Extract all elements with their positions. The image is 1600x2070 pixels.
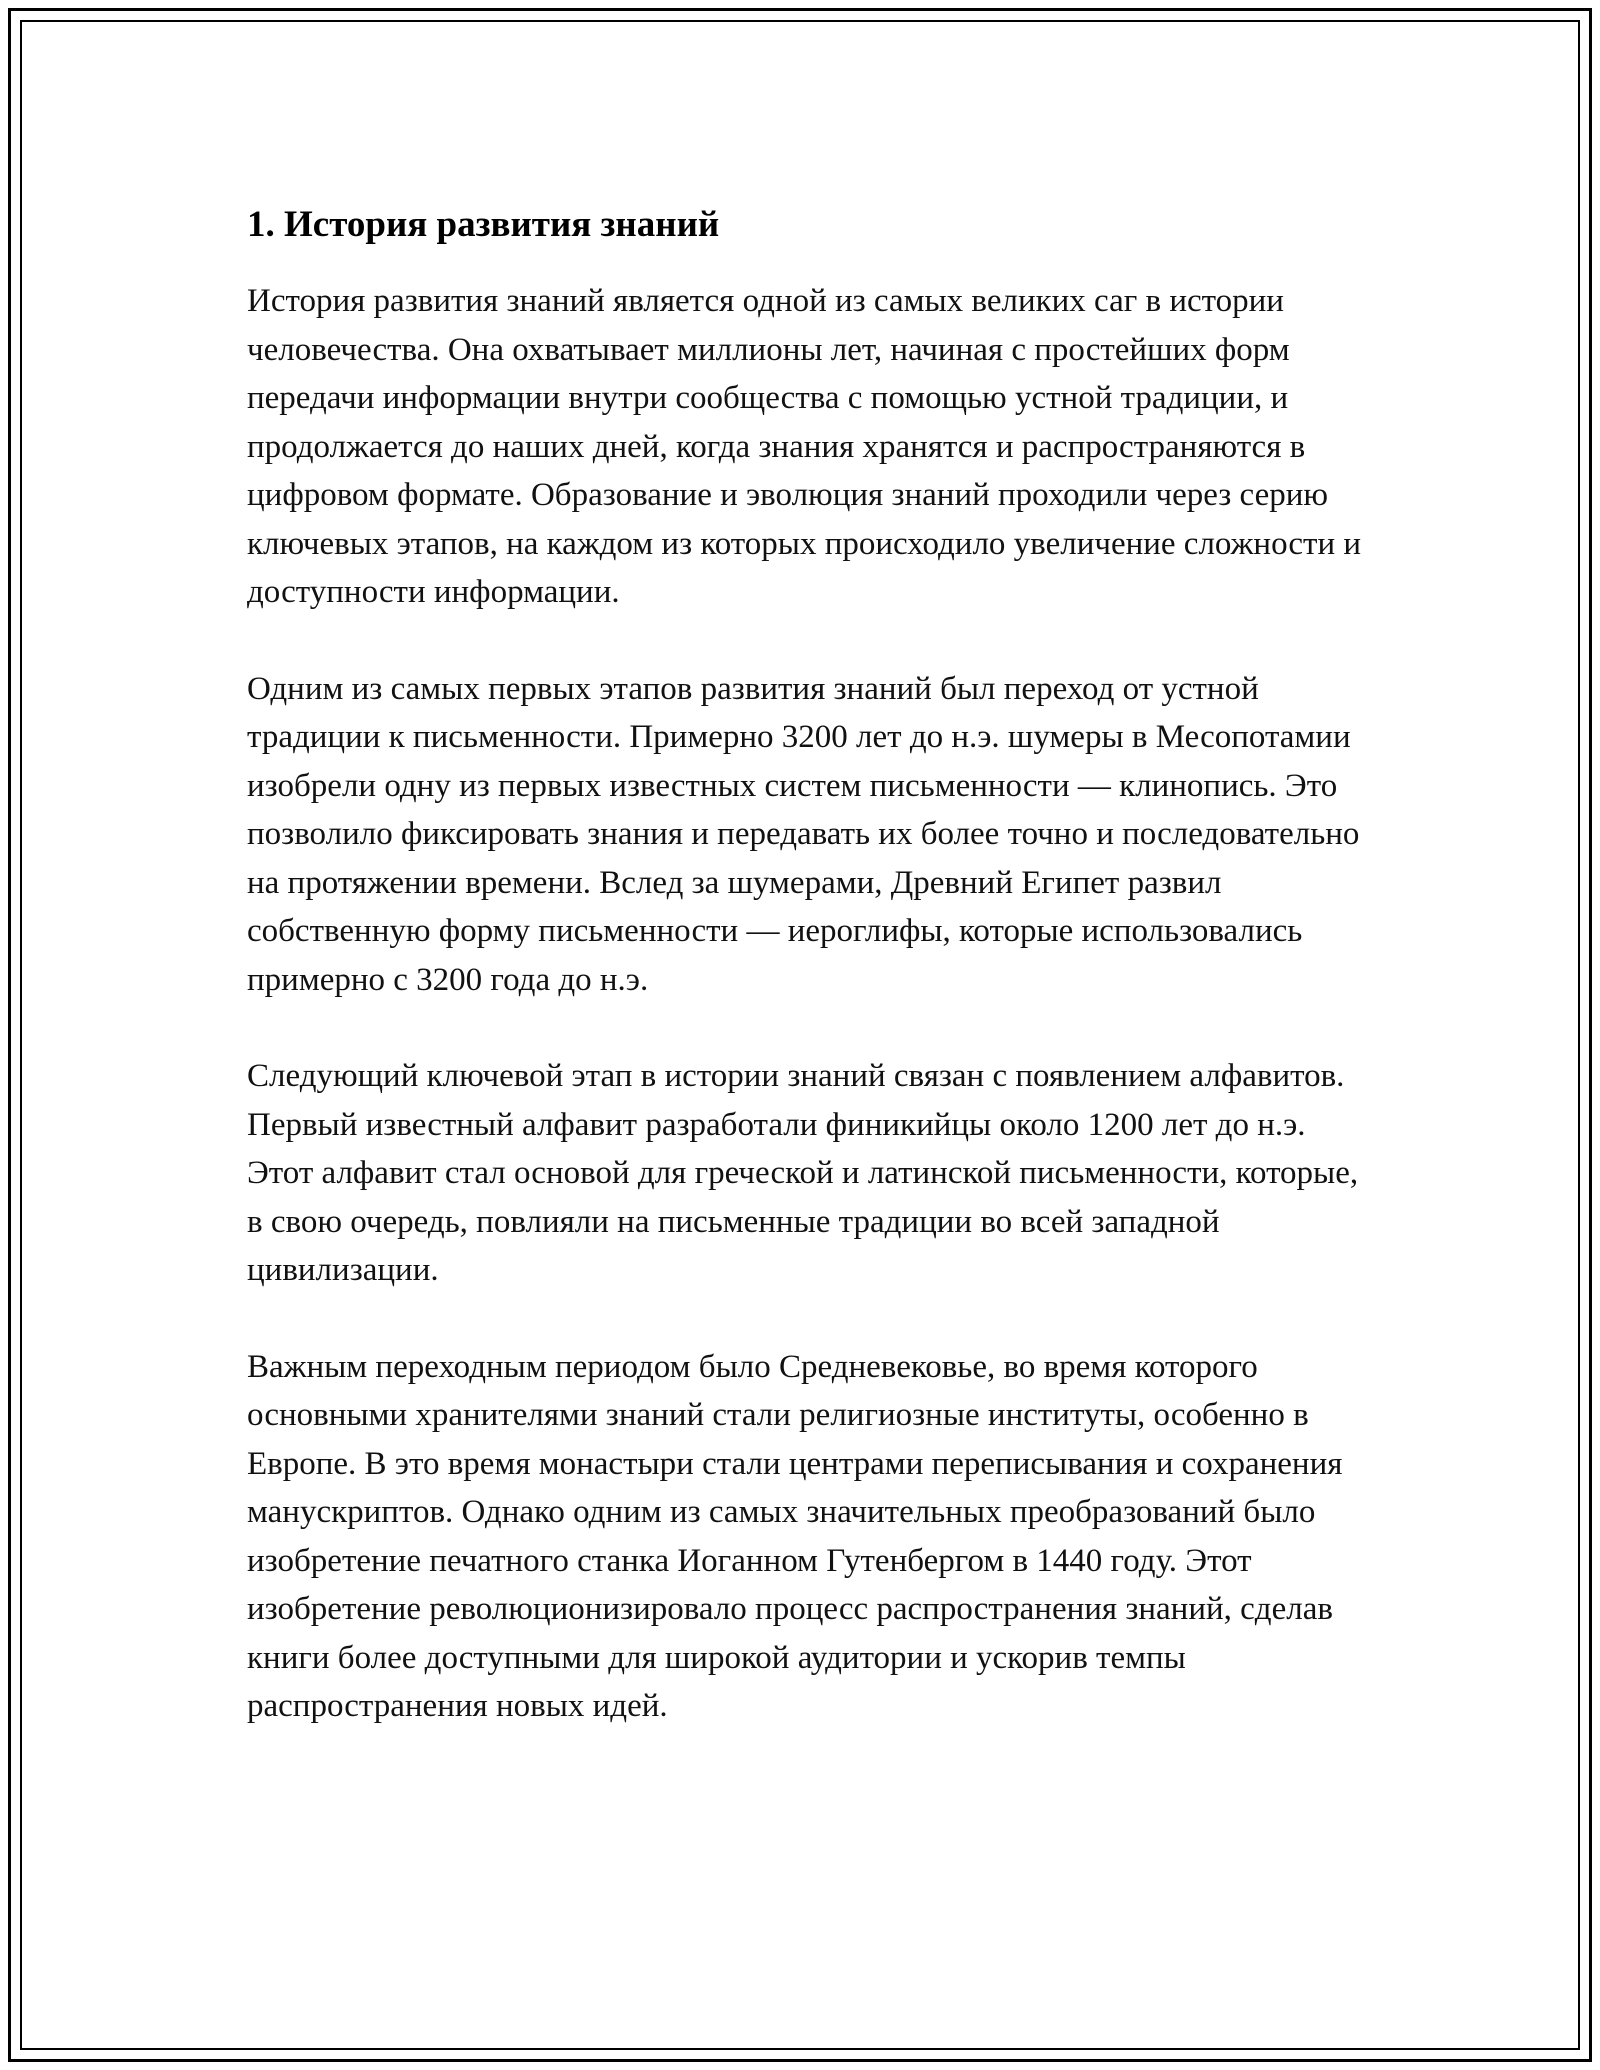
document-body — [247, 203, 1377, 1779]
paragraph-1: История развития знаний является одной из самых великих саг в истории человечества. Она охватывает миллионы лет, начиная с простейших форм передачи информации внутри сообщества с помощью устной традиции, и продолжается до наших дней, когда знания хранятся и распространяются в цифровом формате. Образование и эволюция знаний проходили через серию ключевых этапов, на каждом из которых происходило увеличение сложности и доступности информации. — [247, 283, 1362, 610]
paragraph-2: Одним из самых первых этапов развития знаний был переход от устной традиции к письменности. Примерно 3200 лет до н.э. шумеры в Месопотамии изобрели одну из первых известных систем письменности — клинопись. Это позволило фиксировать знания и передавать их более точно и последовательно на протяжении времени. Вслед за шумерами, Древний Египет развил собственную форму письменности — иероглифы, которые использовались примерно с 3200 года до н.э. — [247, 670, 1360, 998]
section-heading: 1. История развития знаний — [247, 204, 720, 245]
paragraph-3: Следующий ключевой этап в истории знаний связан с появлением алфавитов. Первый известный алфавит разработали финикийцы около 1200 лет до н.э. Этот алфавит стал основой для греческой и латинской письменности, которые, в свою очередь, повлияли на письменные традиции во всей западной цивилизации. — [247, 1058, 1359, 1288]
page-frame — [8, 8, 1592, 2062]
paragraph-4: Важным переходным периодом было Средневековье, во время которого основными хранителями знаний стали религиозные институты, особенно в Европе. В это время монастыри стали центрами переписывания и сохранения манускриптов. Однако одним из самых значительных преобразований было изобретение печатного станка Иоганном Гутенбергом в 1440 году. Этот изобретение революционизировало процесс распространения знаний, сделав книги более доступными для широкой аудитории и ускорив темпы распространения новых идей. — [247, 1348, 1343, 1724]
